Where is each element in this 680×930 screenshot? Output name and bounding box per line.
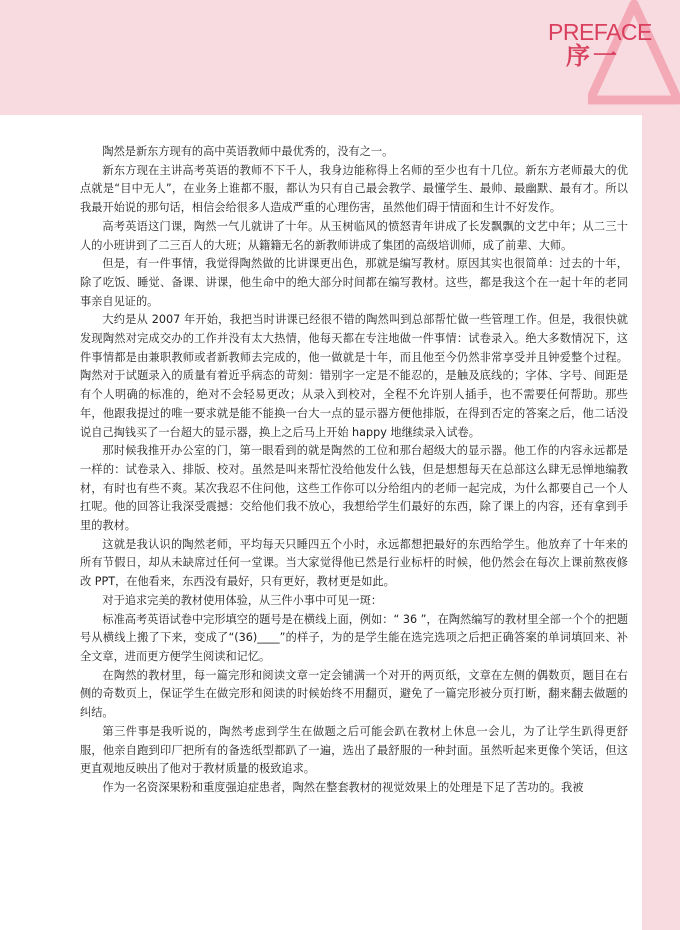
paragraph: 那时候我推开办公室的门，第一眼看到的就是陶然的工位和那台超级大的显示器。他工作的内容永远都是一样的：试卷录入、排版、校对。虽然是叫来帮忙没给他发什么钱，但是想想每天在总部这么肆无忌惮地编教材，有时也有些不爽。某次我忍不住问他，这些工作你可以分给组内的老师一起完成，为什么都要自己一个人扛呢。他的回答让我深受震撼：交给他们我不放心，我想给学生们最好的东西，除了课上的内容，还有拿到手里的教材。	[80, 444, 628, 533]
paragraph: 对于追求完美的教材使用体验，从三件小事中可见一斑：	[102, 593, 383, 607]
paragraph: 但是，有一件事情，我觉得陶然做的比讲课更出色，那就是编写教材。原因其实也很简单：过去的十年，除了吃饭、睡觉、备课、讲课，他生命中的绝大部分时间都在编写教材。这些，都是我这个在一起十年的老同事亲自见证的。	[80, 257, 628, 308]
paragraph: 新东方现在主讲高考英语的教师不下千人，我身边能称得上名师的至少也有十几位。新东方老师最大的优点就是“目中无人”，在业务上谁都不服，都认为只有自己最会教学、最懂学生、最帅、最幽默、最有才。所以我最开始说的那句话，相信会给很多人造成严重的心理伤害，虽然他们碍于情面和生计不好发作。	[80, 163, 628, 215]
paragraph: 标准高考英语试卷中完形填空的题号是在横线上面，例如：“ 36 ”，在陶然编写的教材里全部一个个的把题号从横线上搬了下来，变成了“(36)____”的样子，为的是学生能在选完选项之后把正确答案的单词填回来、补全文章，进而更方便学生阅读和记忆。	[80, 612, 628, 663]
paragraph: 这就是我认识的陶然老师，平均每天只睡四五个小时，永远都想把最好的东西给学生。他放弃了十年来的所有节假日，却从未缺席过任何一堂课。当大家觉得他已然是行业标杆的时候，他仍然会在每次上课前熬夜修改 PPT，在他看来，东西没有最好，只有更好，教材更是如此。	[80, 537, 628, 589]
paragraph: 高考英语这门课，陶然一气儿就讲了十年。从玉树临风的愤怒青年讲成了长发飘飘的文艺中年；从二三十人的小班讲到了二三百人的大班；从籍籍无名的新教师讲成了集团的高级培训师，成了前辈、大师。	[80, 219, 628, 252]
preface-body	[80, 143, 628, 798]
preface-title: PREFACE	[548, 19, 652, 45]
paragraph: 在陶然的教材里，每一篇完形和阅读文章一定会铺满一个对开的两页纸，文章在左侧的偶数页，题目在右侧的奇数页上，保证学生在做完形和阅读的时候始终不用翻页，避免了一篇完形被分页打断，翻来翻去做题的纠结。	[80, 668, 628, 720]
preface-subtitle: 序一	[566, 42, 620, 70]
margin-band	[642, 115, 680, 930]
paragraph: 第三件事是我听说的，陶然考虑到学生在做题之后可能会趴在教材上休息一会儿，为了让学生趴得更舒服，他亲自跑到印厂把所有的备选纸型都趴了一遍，选出了最舒服的一种封面。虽然听起来更像个笑话，但这更直观地反映出了他对于教材质量的极致追求。	[80, 724, 628, 776]
paragraph: 作为一名资深果粉和重度强迫症患者，陶然在整套教材的视觉效果上的处理是下足了苦功的。我被	[102, 780, 584, 794]
paragraph: 大约是从 2007 年开始，我把当时讲课已经很不错的陶然叫到总部帮忙做一些管理工作。但是，我很快就发现陶然对完成交办的工作并没有太大热情，他每天都在专注地做一件事情：试卷录入。绝大多数情况下，这件事情都是由兼职教师或者新教师去完成的，他一做就是十年，而且他至今仍然非常享受并且钟爱整个过程。陶然对于试题录入的质量有着近乎病态的苛刻：错别字一定是不能忍的，是触及底线的；字体、字号、间距是有个人明确的标准的，绝对不会轻易更改；从录入到校对，全程不允许别人插手，也不需要任何帮助。那些年，他跟我提过的唯一要求就是能不能换一台大一点的显示器方便他排版，在得到否定的答案之后，他二话没说自己掏钱买了一台超大的显示器，换上之后马上开始 happy 地继续录入试卷。	[80, 313, 628, 439]
paragraph: 陶然是新东方现有的高中英语教师中最优秀的，没有之一。	[102, 145, 394, 158]
